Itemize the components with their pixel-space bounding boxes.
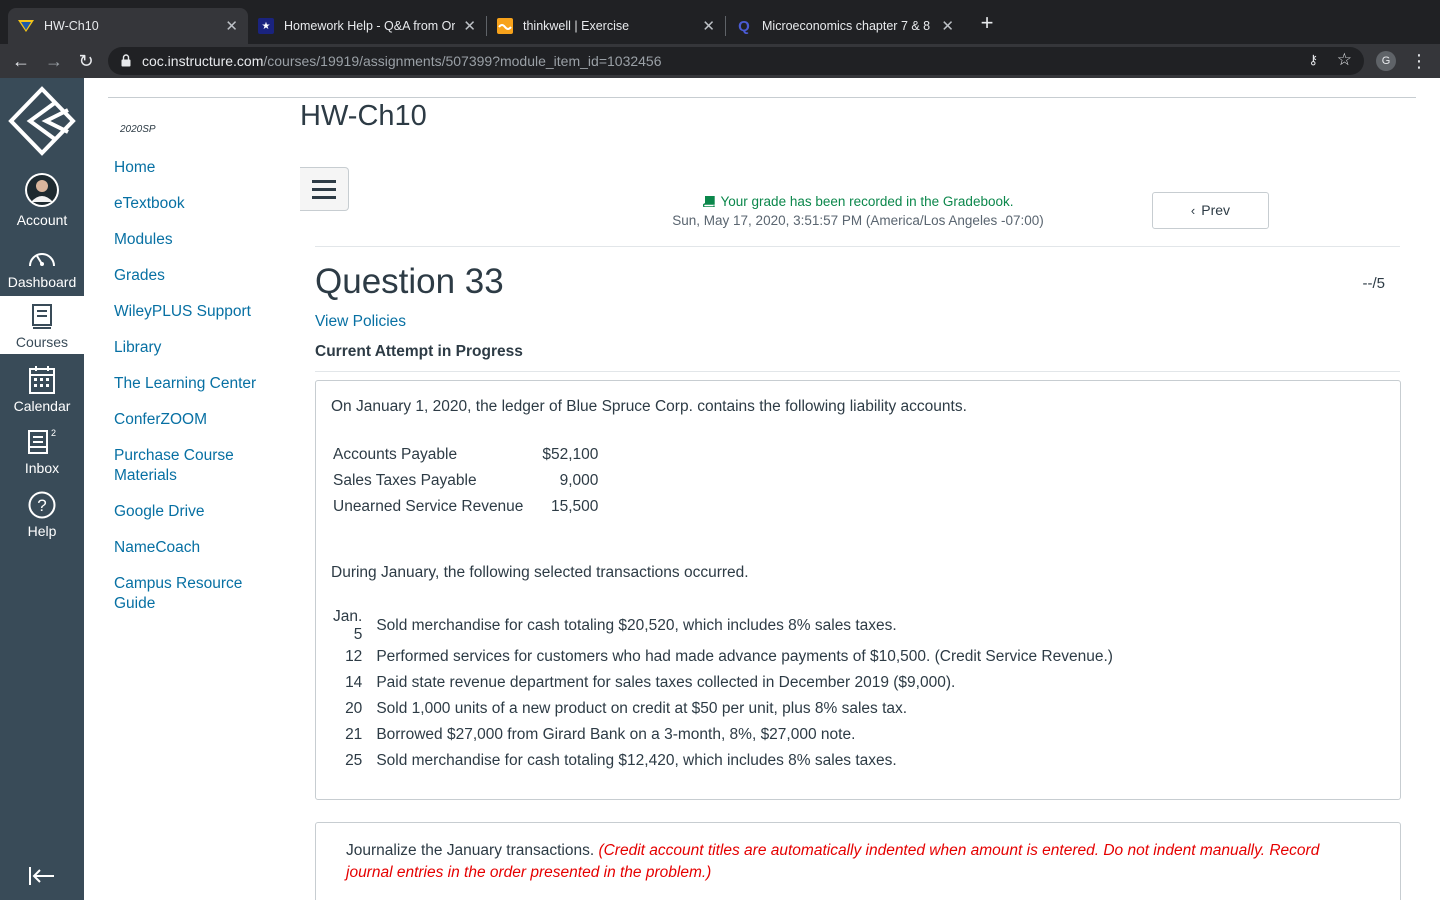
browser-menu-icon[interactable]: ⋮ [1410,51,1428,71]
grade-timestamp: Sun, May 17, 2020, 3:51:57 PM (America/Los Angeles -07:00) [672,213,1044,228]
collapse-nav-icon[interactable] [28,866,56,886]
key-icon[interactable]: ⚷ [1308,52,1318,67]
close-tab-icon[interactable]: ✕ [702,18,715,35]
thinkwell-icon [497,18,513,34]
table-row: 12 Performed services for customers who had made advance payments of $10,500. (Credit Service Revenue.) [345,648,1113,665]
inbox-badge: 2 [51,428,57,438]
nav-dashboard[interactable]: Dashboard [0,246,84,290]
browser-tab-bar [0,0,1440,44]
journalize-instruction: Journalize the January transactions. (Credit account titles are automatically indented when amount is entered. Do not indent manually. Record journal entries in the order presented in the problem.) [346,842,1320,881]
course-nav-home[interactable]: Home [114,159,156,176]
prev-button[interactable]: ‹ Prev [1152,192,1269,229]
canvas-icon [18,18,34,34]
toggle-question-list-button[interactable] [300,167,349,211]
transactions-intro: During January, the following selected transactions occurred. [331,564,749,581]
header-divider [108,97,1416,98]
course-navigation [114,158,284,630]
table-row: 14 Paid state revenue department for sales taxes collected in December 2019 ($9,000). [345,674,956,691]
question-title: Question 33 [315,262,504,301]
grade-recorded-notice: Your grade has been recorded in the Gradebook. [640,194,1076,209]
course-nav-purchase-materials[interactable]: Purchase Course Materials [114,447,234,484]
course-nav-namecoach[interactable]: NameCoach [114,539,201,556]
close-tab-icon[interactable]: ✕ [463,18,476,35]
forward-icon[interactable]: → [45,51,63,71]
divider [315,371,1400,372]
search-icon: Q [738,17,750,35]
hamburger-icon [312,180,336,183]
url-text: coc.instructure.com/courses/19919/assignments/507399?module_item_id=1032456 [142,53,662,69]
reload-icon[interactable]: ↻ [78,51,94,71]
nav-help[interactable]: ? Help [0,491,84,539]
nav-calendar[interactable]: Calendar [0,366,84,414]
course-nav-modules[interactable]: Modules [114,231,173,248]
inbox-icon [25,428,59,456]
svg-text:?: ? [37,496,47,515]
course-nav-wileyplus-support[interactable]: WileyPLUS Support [114,303,251,320]
divider [315,246,1400,247]
page-title: HW-Ch10 [300,100,427,132]
course-nav-etextbook[interactable]: eTextbook [114,195,185,212]
avatar [24,172,60,208]
browser-tab-hw-ch10[interactable]: HW-Ch10 ✕ [8,8,248,44]
college-logo[interactable] [8,86,76,156]
course-nav-conferzoom[interactable]: ConferZOOM [114,411,208,428]
instruction-note: (Credit account titles are automatically indented when amount is entered. Do not indent manually. Record journal entries in the order presented in the problem.) [346,842,1320,881]
transactions-table [333,608,1113,774]
profile-avatar[interactable]: G [1376,51,1396,71]
table-row: Jan. 5 Sold merchandise for cash totaling $20,520, which includes 8% sales taxes. [333,608,897,643]
back-icon[interactable]: ← [12,51,30,71]
browser-tab-thinkwell[interactable]: thinkwell | Exercise ✕ [487,8,725,44]
liability-accounts-table [333,442,598,520]
address-bar[interactable] [108,47,1364,75]
star-icon: ★ [258,18,274,34]
table-row: 25 Sold merchandise for cash totaling $12,420, which includes 8% sales taxes. [345,752,897,769]
new-tab-button[interactable]: + [980,10,994,35]
lock-icon [121,54,131,67]
bookmark-star-icon[interactable]: ☆ [1336,50,1352,69]
help-icon [28,491,56,519]
chevron-left-icon: ‹ [1190,203,1196,218]
nav-inbox[interactable]: 2 Inbox [24,428,60,476]
course-nav-learning-center[interactable]: The Learning Center [114,375,257,392]
table-row: Accounts Payable $52,100 [333,446,599,463]
close-tab-icon[interactable]: ✕ [941,18,954,35]
course-nav-library[interactable]: Library [114,339,162,356]
course-nav-google-drive[interactable]: Google Drive [114,503,205,520]
book-icon [703,196,715,207]
table-row: 21 Borrowed $27,000 from Girard Bank on a 3-month, 8%, $27,000 note. [345,726,856,743]
close-tab-icon[interactable]: ✕ [225,18,238,35]
browser-tab-microeconomics[interactable]: Q Microeconomics chapter 7 & 8 ✕ [726,8,964,44]
table-row: Unearned Service Revenue 15,500 [333,498,599,515]
dashboard-icon [27,246,57,270]
browser-toolbar [0,44,1440,78]
courses-icon [31,304,53,330]
global-navigation [0,78,84,900]
nav-account[interactable]: Account [0,172,84,228]
table-row: 20 Sold 1,000 units of a new product on credit at $50 per unit, plus 8% sales tax. [345,700,908,717]
browser-tab-homework-help[interactable]: ★ Homework Help - Q&A from Or ✕ [248,8,486,44]
question-intro: On January 1, 2020, the ledger of Blue Spruce Corp. contains the following liability accounts. [331,398,967,415]
question-score: --/5 [1362,275,1385,292]
nav-courses[interactable]: Courses [0,296,84,354]
course-nav-grades[interactable]: Grades [114,267,165,284]
course-term: 2020SP [120,124,156,135]
view-policies-link[interactable]: View Policies [315,313,407,330]
calendar-icon [29,366,55,394]
attempt-status: Current Attempt in Progress [315,343,523,360]
table-row: Sales Taxes Payable 9,000 [333,472,599,489]
course-nav-campus-resource-guide[interactable]: Campus Resource Guide [114,575,243,612]
